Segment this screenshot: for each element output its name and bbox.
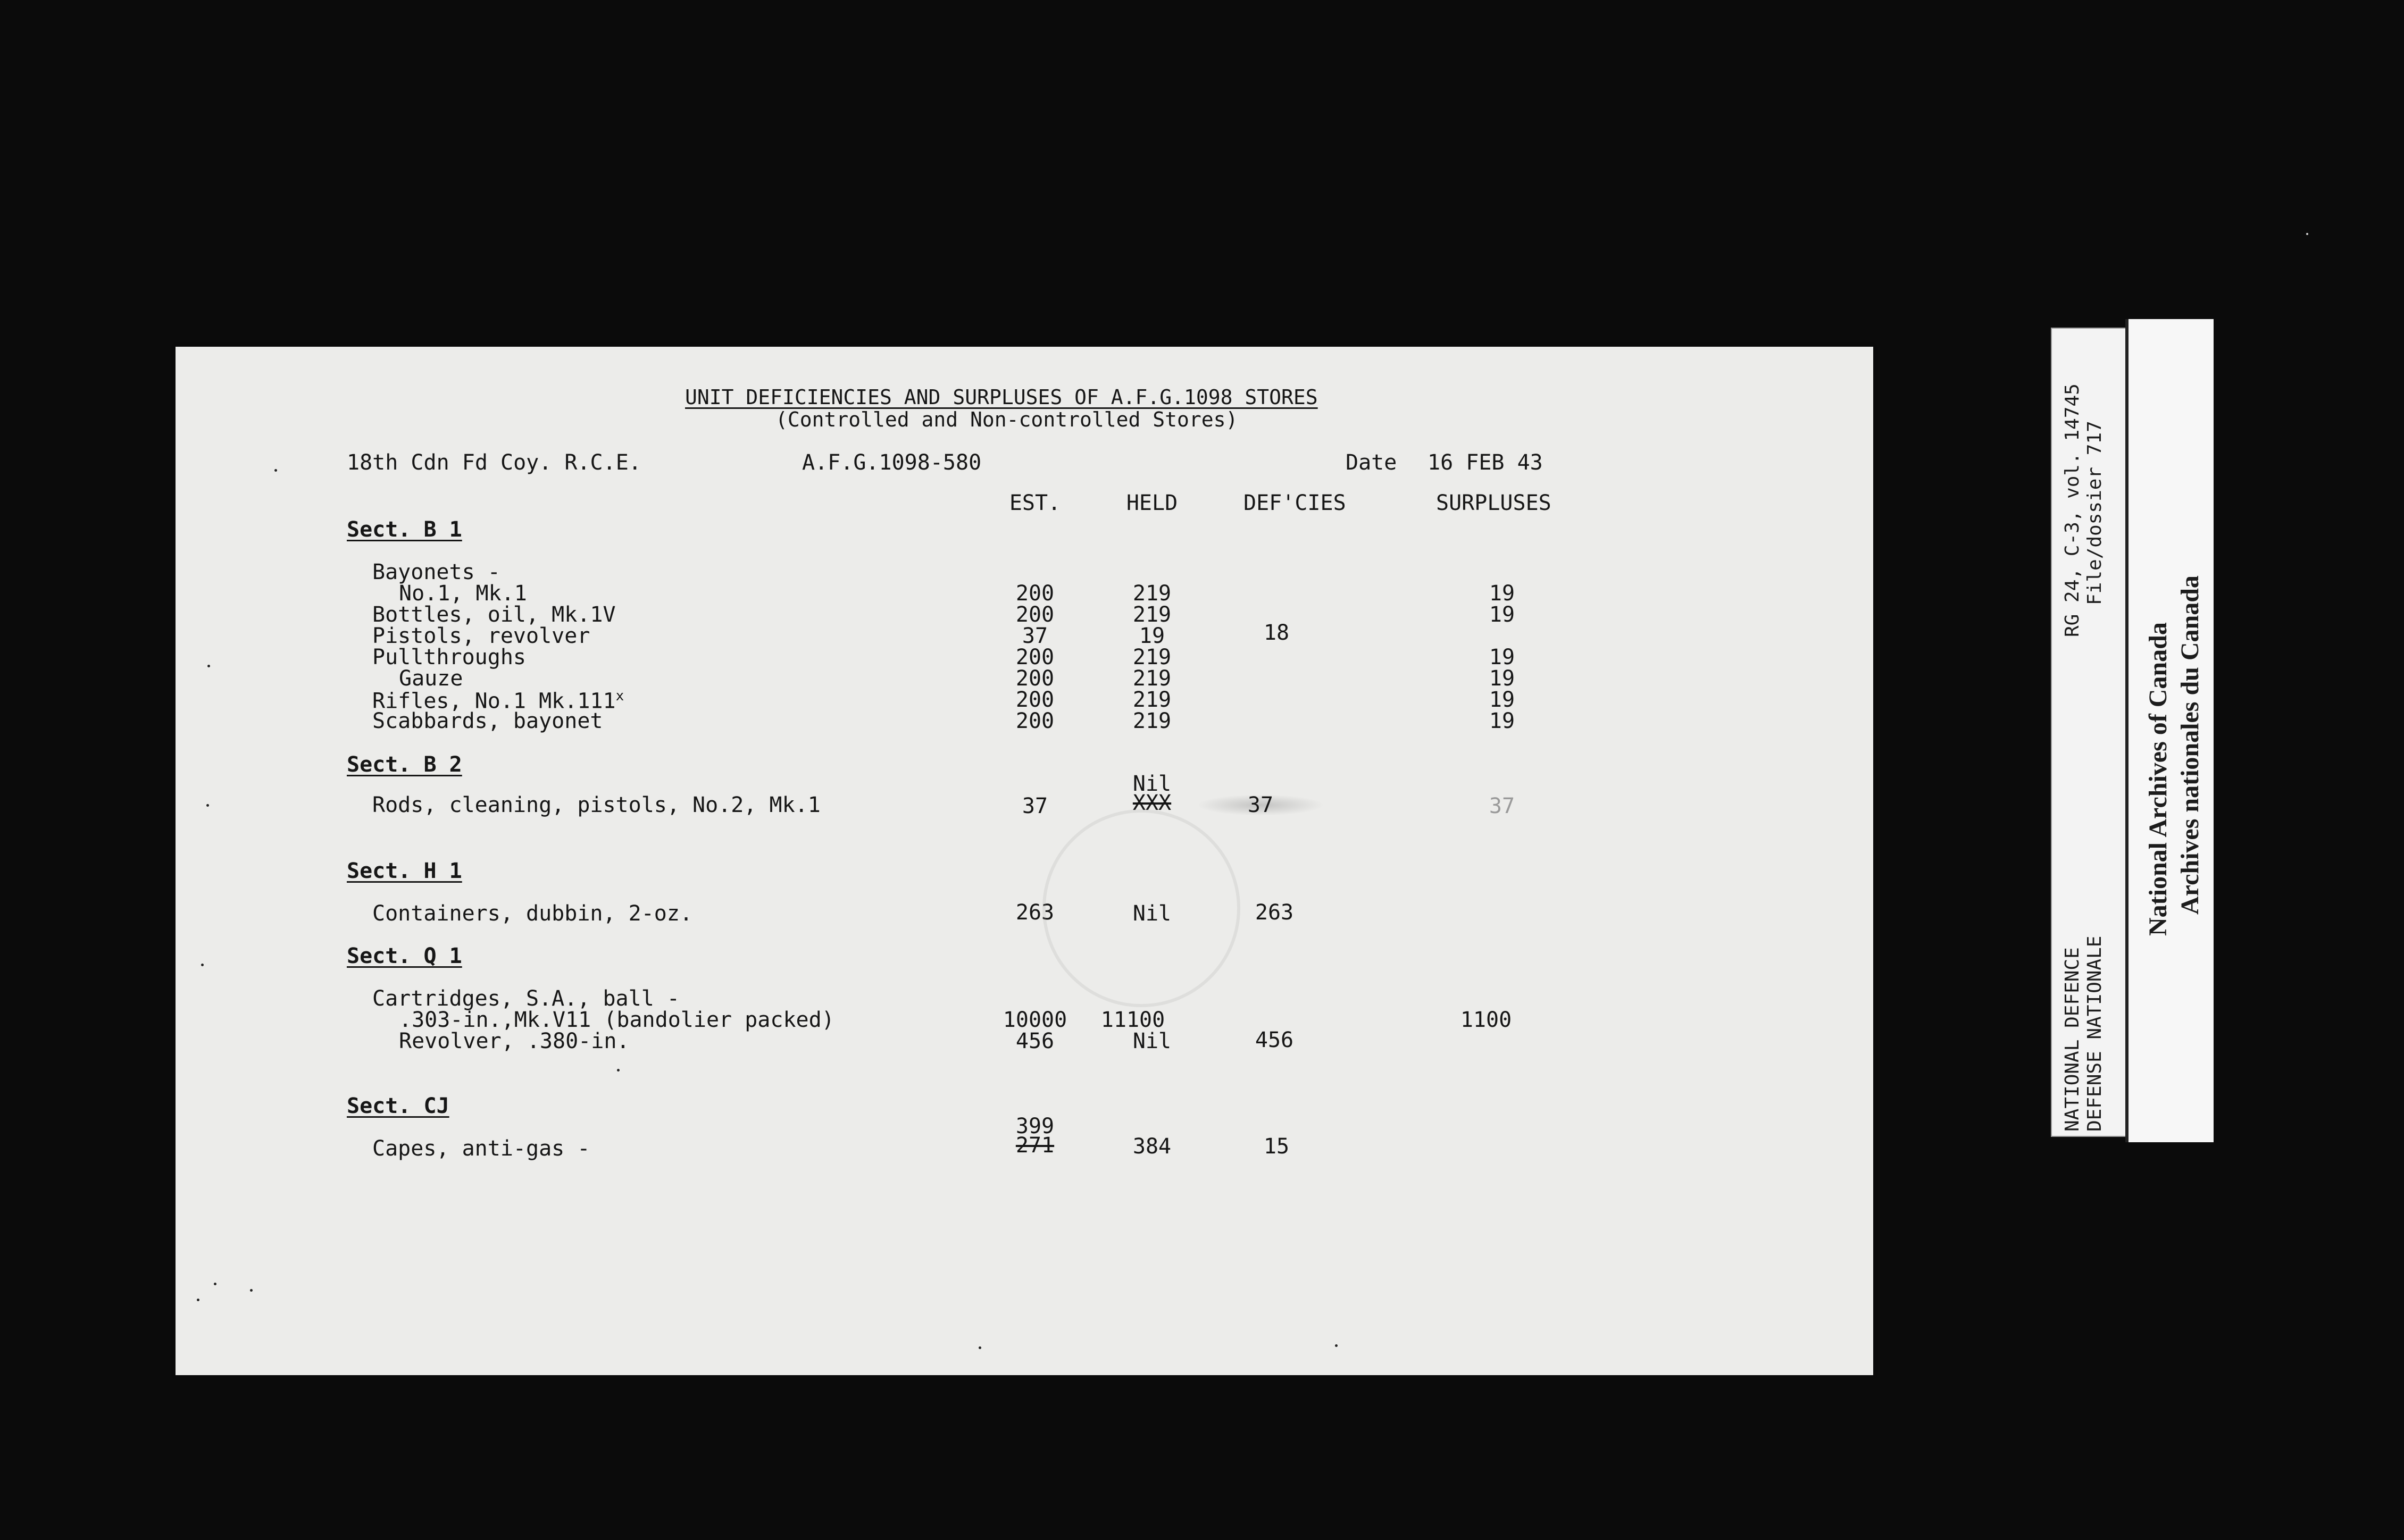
date-value: 16 FEB 43 [1428, 450, 1543, 475]
document-page [176, 347, 1873, 1375]
item-label: .303-in.,Mk.V11 (bandolier packed) [399, 1008, 834, 1032]
held-value: 219 [1132, 666, 1172, 691]
est-correction: 399 [1015, 1114, 1055, 1139]
est-struck-value: 271 [1015, 1133, 1055, 1158]
item-label: Rods, cleaning, pistols, No.2, Mk.1 [372, 793, 821, 817]
unit-name: 18th Cdn Fd Coy. R.C.E. [347, 450, 641, 475]
item-label: Revolver, .380-in. [399, 1029, 630, 1053]
faded-stamp [1042, 809, 1240, 1007]
held-value: 219 [1132, 645, 1172, 669]
held-value: 219 [1132, 581, 1172, 606]
item-label: Rifles, No.1 Mk.111$^x$ [372, 688, 624, 714]
surplus-value: 19 [1489, 581, 1515, 606]
est-value: 456 [1015, 1029, 1055, 1053]
col-header-surpluses: SURPLUSES [1436, 491, 1551, 515]
col-header-deficiencies: DEF'CIES [1243, 491, 1346, 515]
margin-mark [274, 469, 277, 472]
held-value: 384 [1132, 1134, 1172, 1159]
section-heading: Sect. B 2 [347, 752, 462, 777]
department-french: DEFENSE NATIONALE [2084, 935, 2106, 1132]
section-heading: Sect. H 1 [347, 859, 462, 883]
surplus-value: 1100 [1460, 1008, 1512, 1032]
scan-speck [2306, 233, 2308, 235]
held-value: Nil [1132, 1029, 1172, 1053]
superscript-mark: x [615, 688, 624, 704]
margin-mark [214, 1283, 216, 1285]
surplus-value: 19 [1489, 666, 1515, 691]
archive-name-french: Archives nationales du Canada [2176, 575, 2204, 915]
surplus-value: 19 [1489, 602, 1515, 627]
col-header-held: HELD [1126, 491, 1178, 515]
document-title: UNIT DEFICIENCIES AND SURPLUSES OF A.F.G.1098 STORES [685, 386, 1318, 409]
item-label: Bottles, oil, Mk.1V [372, 602, 616, 627]
department-english: NATIONAL DEFENCE [2061, 947, 2083, 1132]
surplus-value: 19 [1489, 645, 1515, 669]
section-heading: Sect. Q 1 [347, 944, 462, 968]
col-header-est: EST. [1009, 491, 1061, 515]
est-value: 200 [1015, 602, 1055, 627]
est-value: 200 [1015, 688, 1055, 712]
held-struck-value: XXX [1132, 791, 1172, 815]
held-value: Nil [1132, 901, 1172, 926]
item-label: Pullthroughs [372, 645, 526, 669]
form-number: A.F.G.1098-580 [802, 450, 982, 475]
margin-mark [206, 804, 209, 807]
held-value: 219 [1132, 602, 1172, 627]
margin-mark [617, 1069, 620, 1072]
est-value: 37 [1022, 624, 1048, 648]
margin-mark [979, 1346, 981, 1349]
archive-name-english: National Archives of Canada [2144, 622, 2172, 936]
est-value: 37 [1022, 794, 1048, 818]
held-value: 11100 [1100, 1008, 1165, 1032]
margin-mark [201, 964, 204, 966]
archive-reference-strip [2051, 328, 2127, 1137]
section-heading: Sect. CJ [347, 1094, 449, 1118]
deficiency-value: 18 [1263, 621, 1290, 645]
archive-file: File/dossier 717 [2084, 421, 2106, 605]
surplus-value: 19 [1489, 709, 1515, 733]
est-value: 200 [1015, 666, 1055, 691]
held-value: 219 [1132, 709, 1172, 733]
document-subtitle: (Controlled and Non-controlled Stores) [775, 408, 1238, 431]
margin-mark [250, 1289, 253, 1292]
item-label: Bayonets - [372, 560, 500, 584]
deficiency-value: 456 [1255, 1028, 1294, 1052]
margin-mark [197, 1299, 199, 1301]
archive-reference: RG 24, C-3, vol. 14745 [2061, 383, 2083, 637]
held-value: 219 [1132, 688, 1172, 712]
margin-mark [207, 665, 210, 667]
item-label: Capes, anti-gas - [372, 1136, 590, 1161]
item-label: Gauze [399, 666, 463, 691]
item-label: Scabbards, bayonet [372, 709, 603, 733]
est-value: 200 [1015, 709, 1055, 733]
est-value: 263 [1015, 900, 1055, 925]
item-label: Pistols, revolver [372, 624, 590, 648]
section-heading: Sect. B 1 [347, 517, 462, 542]
held-correction: Nil [1132, 772, 1172, 796]
item-label: Containers, dubbin, 2-oz. [372, 901, 693, 926]
archive-label-card [2125, 319, 2214, 1142]
est-value: 200 [1015, 581, 1055, 606]
surplus-value: 37 [1489, 794, 1515, 818]
est-value: 10000 [1003, 1008, 1067, 1032]
held-value: 19 [1139, 624, 1165, 648]
est-value: 200 [1015, 645, 1055, 669]
deficiency-value: 15 [1263, 1134, 1290, 1159]
date-label: Date [1346, 450, 1397, 475]
deficiency-value: 37 [1197, 794, 1324, 816]
margin-mark [1335, 1344, 1338, 1347]
item-label: Cartridges, S.A., ball - [372, 986, 680, 1011]
item-label: No.1, Mk.1 [399, 581, 527, 606]
deficiency-value: 263 [1255, 900, 1294, 925]
surplus-value: 19 [1489, 688, 1515, 712]
